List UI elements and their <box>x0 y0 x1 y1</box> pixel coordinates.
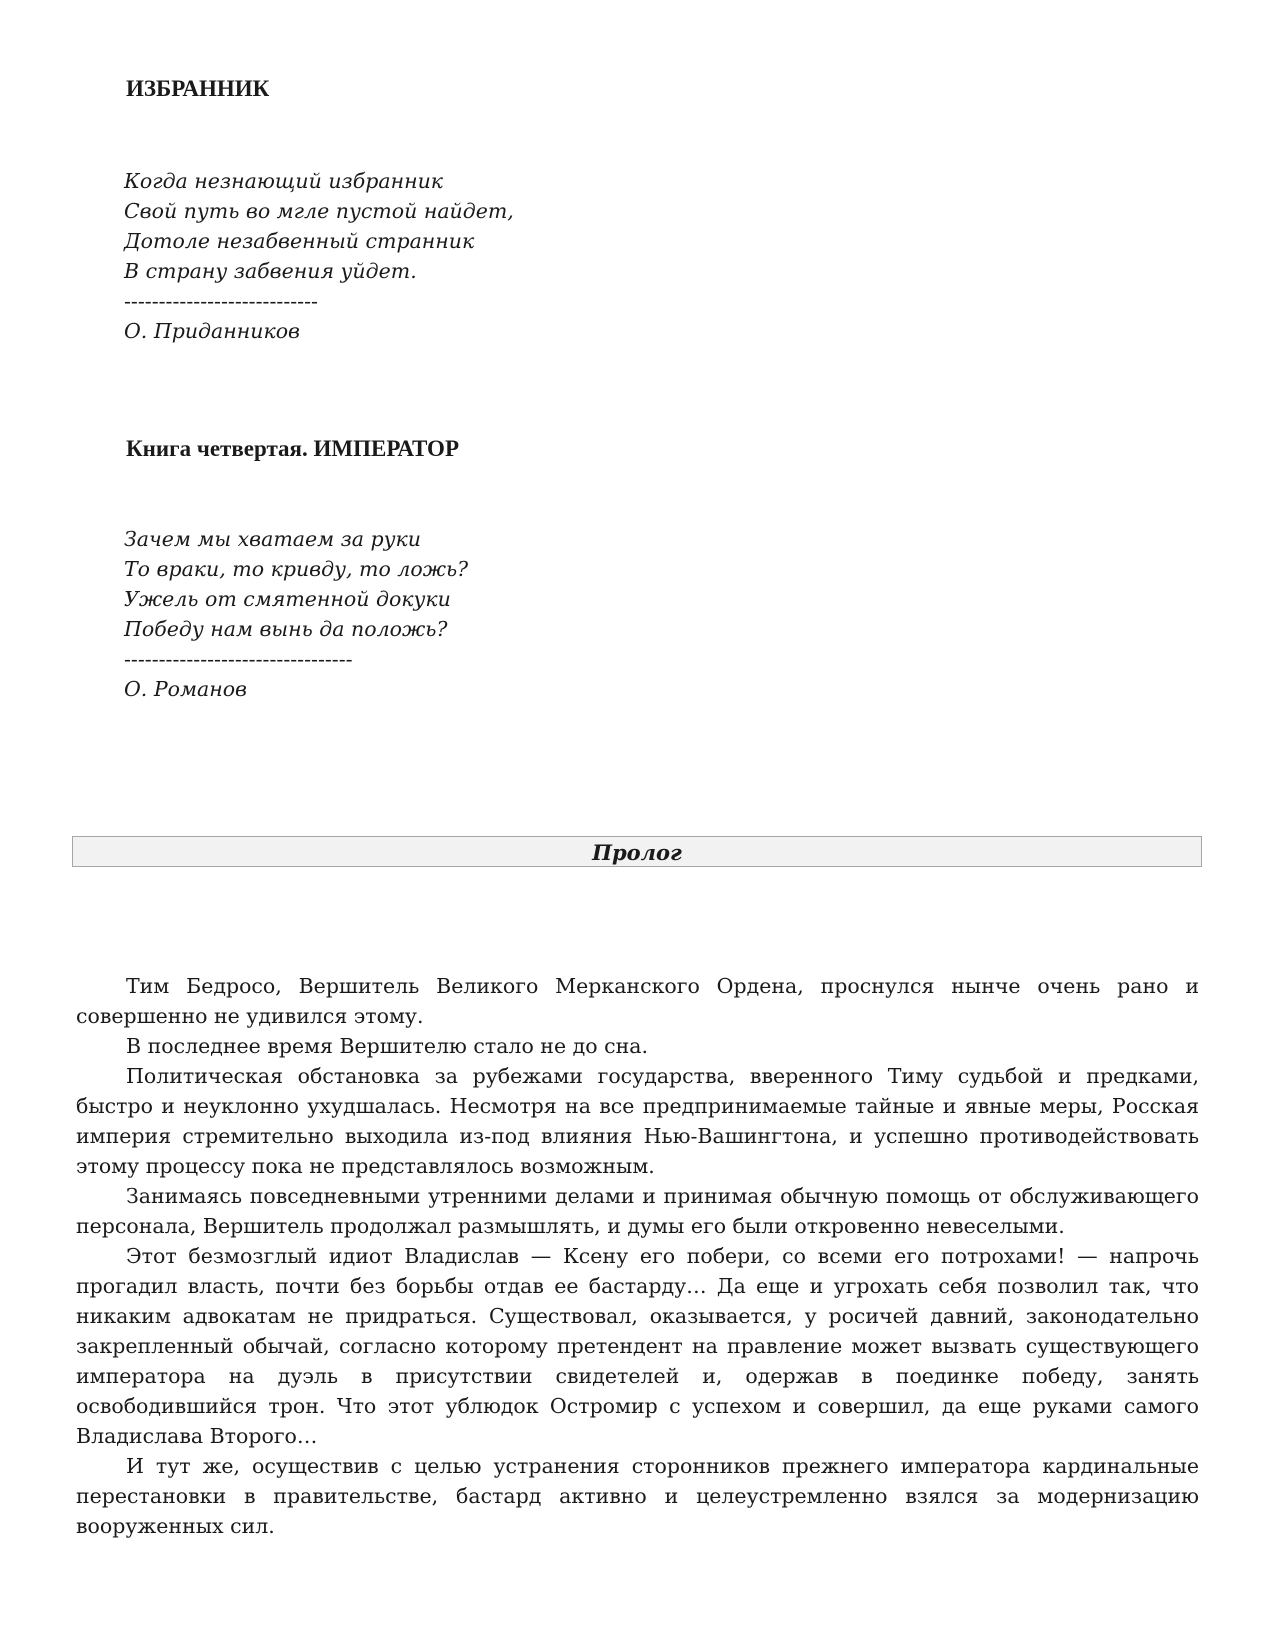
epigraph-1-line: В страну забвения уйдет. <box>124 259 417 283</box>
epigraph-1 <box>124 166 514 346</box>
paragraph: Занимаясь повседневными утренними делами и принимая обычную помощь от обслуживающего персонала, Вершитель продолжал размышлять, и думы его были откровенно невеселыми. <box>76 1184 1199 1238</box>
book-title: ИЗБРАННИК <box>126 76 270 101</box>
epigraph-2-line: Ужель от смятенной докуки <box>124 587 451 611</box>
epigraph-2-line: То враки, то кривду, то ложь? <box>124 557 469 581</box>
chapter-title: Пролог <box>592 840 682 865</box>
part-title: Книга четвертая. ИМПЕРАТОР <box>126 436 459 461</box>
epigraph-1-line: Свой путь во мгле пустой найдет, <box>124 199 514 223</box>
epigraph-1-line: Дотоле незабвенный странник <box>124 229 475 253</box>
epigraph-2 <box>124 524 468 704</box>
prologue-text <box>76 971 1199 1541</box>
epigraph-2-line: Зачем мы хватаем за руки <box>124 527 421 551</box>
epigraph-1-line: Когда незнающий избранник <box>124 169 444 193</box>
paragraph: Этот безмозглый идиот Владислав — Ксену его побери, со всеми его потрохами! — напрочь прогадил власть, почти без борьбы отдав ее бастарду… Да еще и угрохать себя позволил так, что никаким адвокатам не придраться. Существовал, оказывается, у росичей давний, законодательно закрепленный обычай, согласно которому претендент на правление может вызвать существующего императора на дуэль в присутствии свидетелей и, одержав в поединке победу, занять освободившийся трон. Что этот ублюдок Остромир с успехом и совершил, да еще руками самого Владислава Второго… <box>76 1244 1199 1448</box>
chapter-title-box <box>72 836 1202 867</box>
epigraph-2-author: О. Романов <box>124 677 247 701</box>
epigraph-1-separator: ---------------------------- <box>124 289 318 313</box>
epigraph-2-separator: --------------------------------- <box>124 647 353 671</box>
paragraph: В последнее время Вершителю стало не до сна. <box>126 1034 648 1058</box>
paragraph: Политическая обстановка за рубежами государства, вверенного Тиму судьбой и предками, быстро и неуклонно ухудшалась. Несмотря на все предпринимаемые тайные и явные меры, Росская империя стремительно выходила из-под влияния Нью-Вашингтона, и успешно противодействовать этому процессу пока не представлялось возможным. <box>76 1064 1199 1178</box>
epigraph-1-author: О. Приданников <box>124 319 300 343</box>
paragraph: И тут же, осуществив с целью устранения сторонников прежнего императора кардинальные перестановки в правительстве, бастард активно и целеустремленно взялся за модернизацию вооруженных сил. <box>76 1454 1199 1538</box>
paragraph: Тим Бедросо, Вершитель Великого Мерканского Ордена, проснулся нынче очень рано и совершенно не удивился этому. <box>76 974 1199 1028</box>
epigraph-2-line: Победу нам вынь да положь? <box>124 617 448 641</box>
